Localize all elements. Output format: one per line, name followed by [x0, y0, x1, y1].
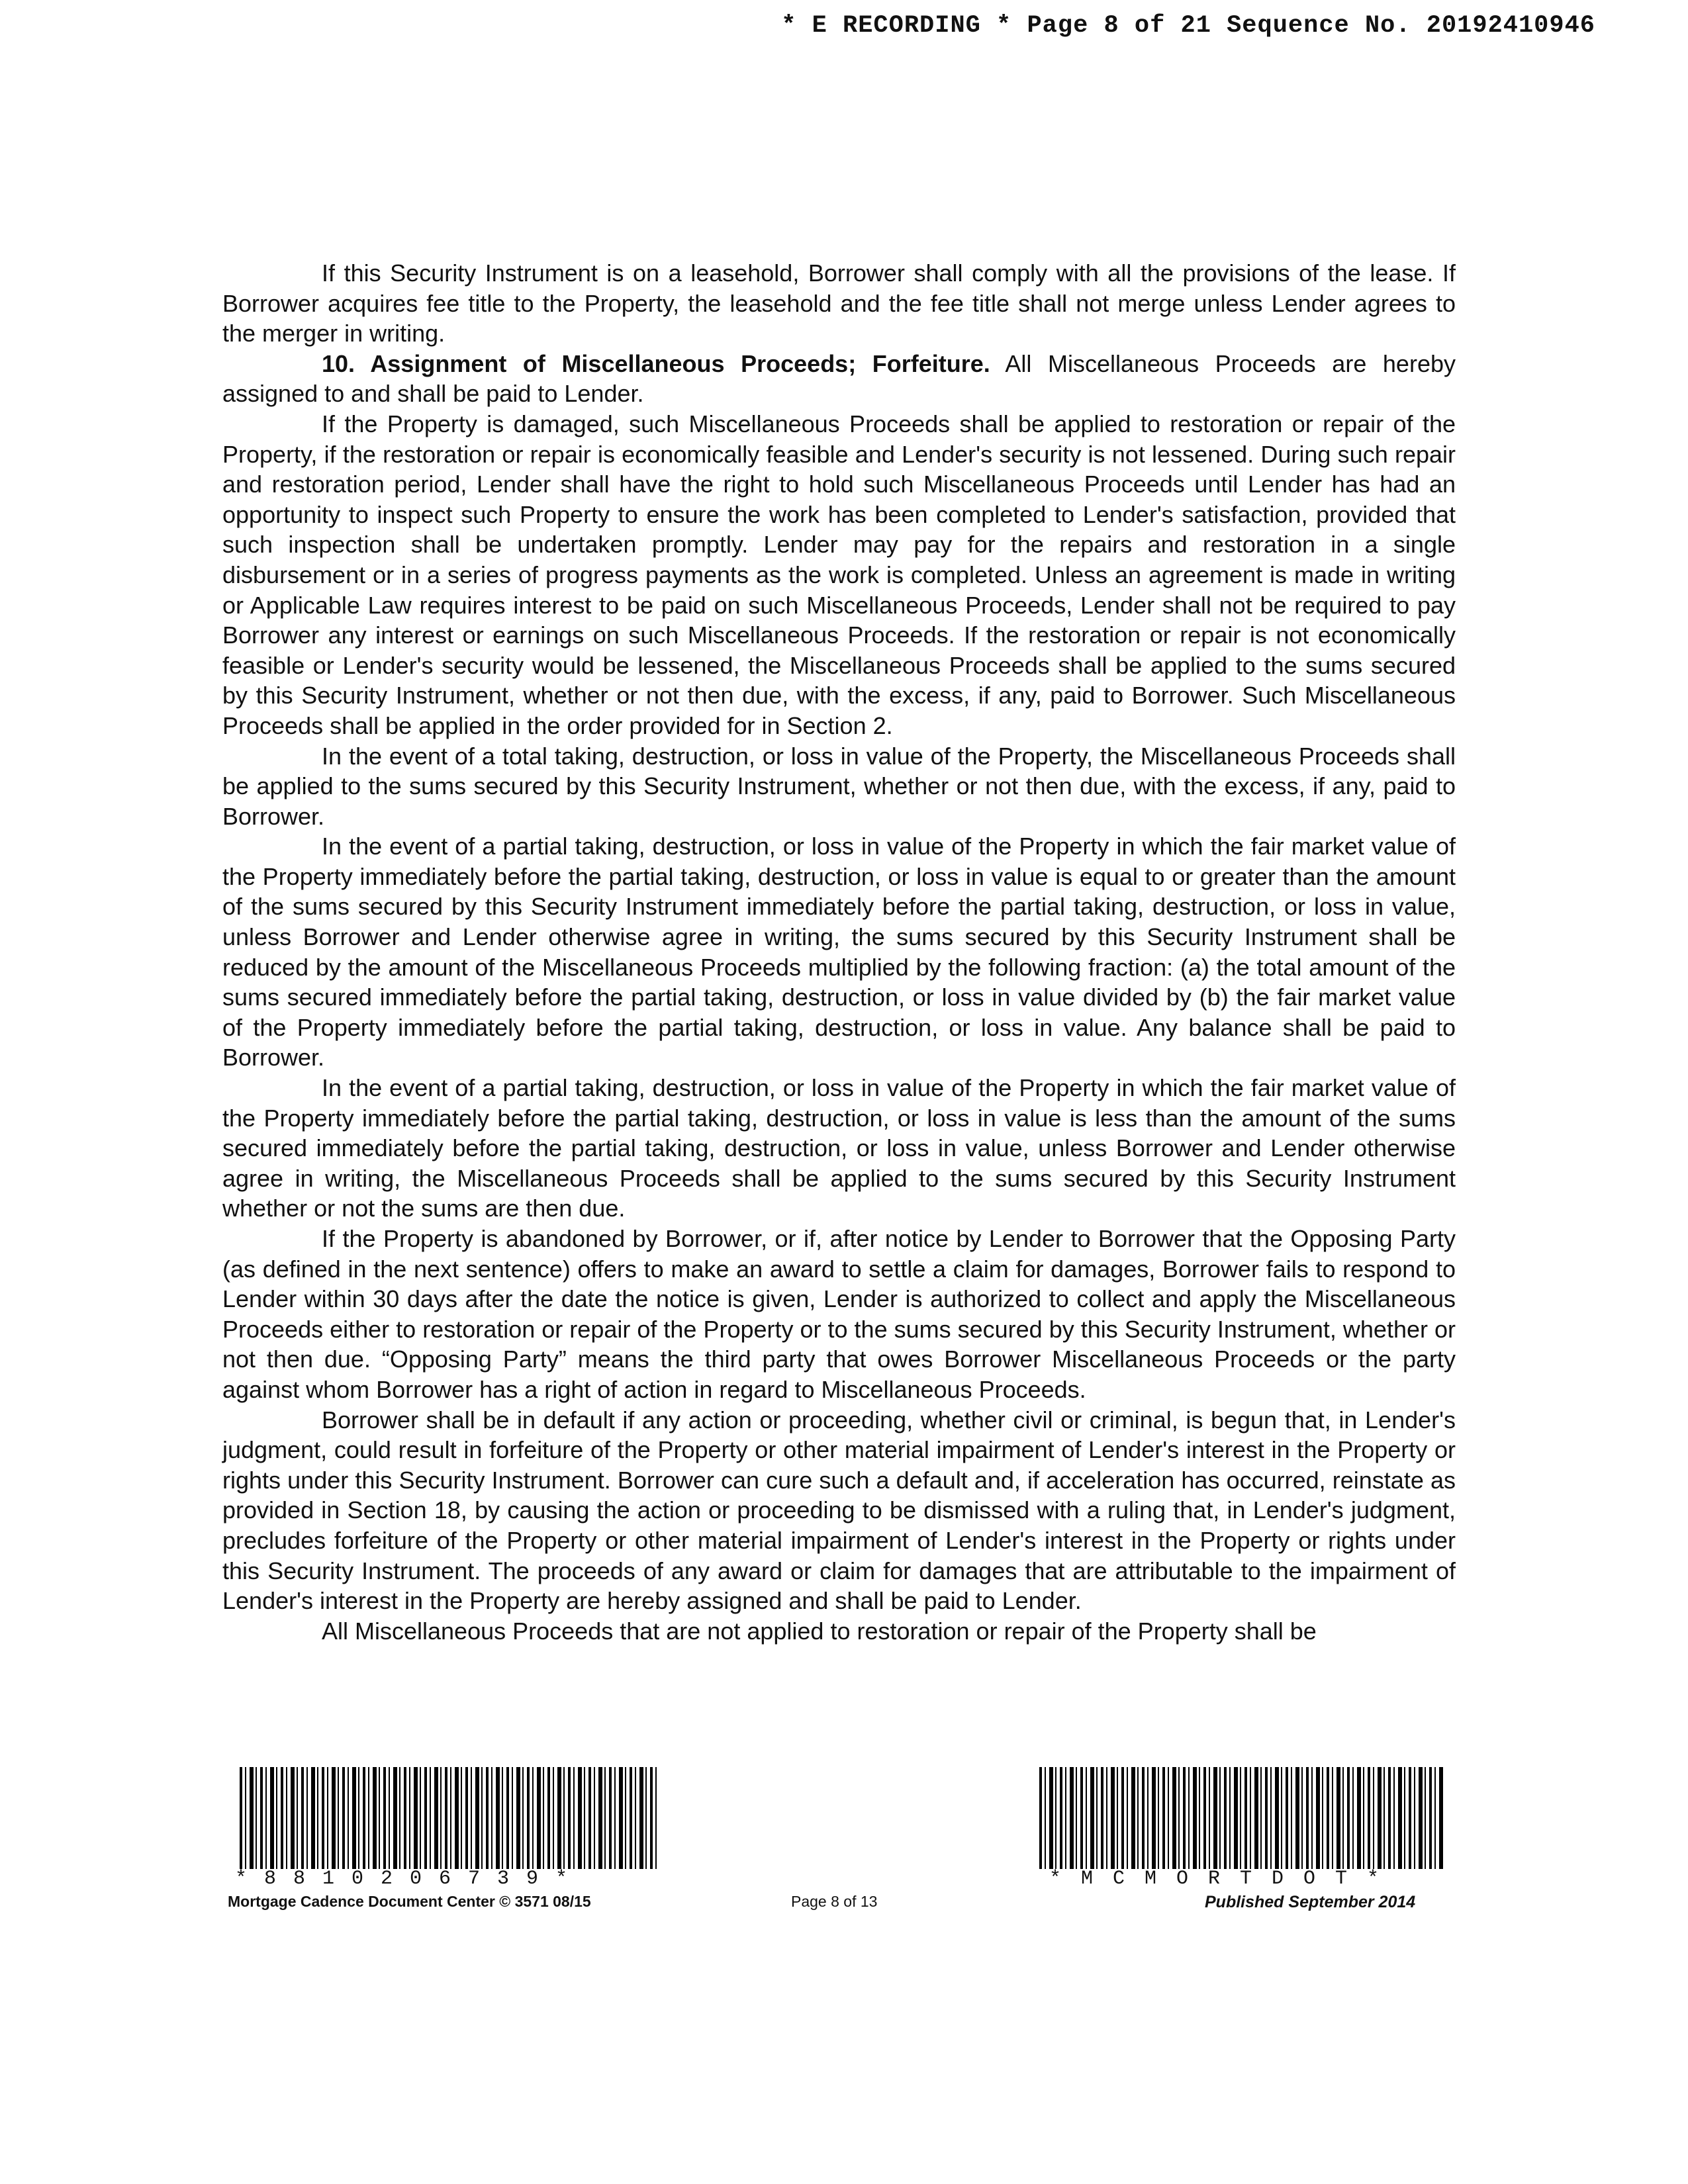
default-paragraph: Borrower shall be in default if any action or proceeding, whether civil or criminal, is begun that, in Lender's judgment, could result in forfeiture of the Property or other material impairment of Lender's interest in the Property or rights under this Security Instrument. Borrower can cure such a default and, if acceleration has occurred, reinstate as provided in Section 18, by causing the action or proceeding to be dismissed with a ruling that, in Lender's judgment, precludes forfeiture of the Property or other material impairment of Lender's interest in the Property or rights under this Security Instrument. The proceeds of any award or claim for damages that are attributable to the impairment of Lender's interest in the Property are hereby assigned and shall be paid to Lender. [222, 1406, 1456, 1615]
leasehold-paragraph: If this Security Instrument is on a leasehold, Borrower shall comply with all the provisions of the lease. If Borrower acquires fee title to the Property, the leasehold and the fee title shall not merge unless Lender agrees to the merger in writing. [222, 259, 1456, 347]
document-barcode-left [240, 1767, 660, 1869]
section-10-text: All Miscellaneous Proceeds are hereby assigned to and shall be paid to Lender. [222, 349, 1456, 408]
published-label: Published September 2014 [1205, 1893, 1416, 1911]
barcode-left-text: *8810206739* [235, 1868, 585, 1890]
recording-header: * E RECORDING * Page 8 of 21 Sequence No. 20192410946 [781, 12, 1595, 40]
document-body [222, 258, 1456, 1646]
page-footer [0, 1767, 1688, 1926]
section-10-paragraph [222, 349, 1456, 409]
total-taking-paragraph: In the event of a total taking, destruction, or loss in value of the Property, the Miscellaneous Proceeds shall be applied to the sums secured by this Security Instrument, whether or not then due, with the excess, if any, paid to Borrower. [222, 742, 1456, 830]
section-10-heading: 10. Assignment of Miscellaneous Proceeds; Forfeiture. [322, 349, 990, 377]
barcode-right-text: *MCMORTDOT* [1049, 1868, 1399, 1890]
page-number-label: Page 8 of 13 [791, 1893, 878, 1910]
document-barcode-right [1039, 1767, 1443, 1869]
partial-taking-less-paragraph: In the event of a partial taking, destruction, or loss in value of the Property in which the fair market value of the Property immediately before the partial taking, destruction, or loss in value is less than the amount of the sums secured immediately before the partial taking, destruction, or loss in value, unless Borrower and Lender otherwise agree in writing, the Miscellaneous Proceeds shall be applied to the sums secured by this Security Instrument whether or not the sums are then due. [222, 1074, 1456, 1222]
unapplied-proceeds-paragraph: All Miscellaneous Proceeds that are not applied to restoration or repair of the Property shall be [322, 1617, 1317, 1645]
partial-taking-greater-paragraph: In the event of a partial taking, destruction, or loss in value of the Property in which the fair market value of the Property immediately before the partial taking, destruction, or loss in value is equal to or greater than the amount of the sums secured by this Security Instrument immediately before the partial taking, destruction, or loss in value, unless Borrower and Lender otherwise agree in writing, the sums secured by this Security Instrument shall be reduced by the amount of the Miscellaneous Proceeds multiplied by the following fraction: (a) the total amount of the sums secured immediately before the partial taking, destruction, or loss in value divided by (b) the fair market value of the Property immediately before the partial taking, destruction, or loss in value. Any balance shall be paid to Borrower. [222, 833, 1456, 1071]
document-center-label: Mortgage Cadence Document Center © 3571 08/15 [228, 1893, 591, 1910]
abandonment-paragraph: If the Property is abandoned by Borrower, or if, after notice by Lender to Borrower that the Opposing Party (as defined in the next sentence) offers to make an award to settle a claim for damages, Borrower fails to respond to Lender within 30 days after the date the notice is given, Lender is authorized to collect and apply the Miscellaneous Proceeds either to restoration or repair of the Property or to the sums secured by this Security Instrument, whether or not then due. “Opposing Party” means the third party that owes Borrower Miscellaneous Proceeds or the party against whom Borrower has a right of action in regard to Miscellaneous Proceeds. [222, 1225, 1456, 1403]
damage-paragraph: If the Property is damaged, such Miscellaneous Proceeds shall be applied to restoration or repair of the Property, if the restoration or repair is economically feasible and Lender's security is not lessened. During such repair and restoration period, Lender shall have the right to hold such Miscellaneous Proceeds until Lender has had an opportunity to inspect such Property to ensure the work has been completed to Lender's satisfaction, provided that such inspection shall be undertaken promptly. Lender may pay for the repairs and restoration in a single disbursement or in a series of progress payments as the work is completed. Unless an agreement is made in writing or Applicable Law requires interest to be paid on such Miscellaneous Proceeds, Lender shall not be required to pay Borrower any interest or earnings on such Miscellaneous Proceeds. If the restoration or repair is not economically feasible or Lender's security would be lessened, the Miscellaneous Proceeds shall be applied to the sums secured by this Security Instrument, whether or not then due, with the excess, if any, paid to Borrower. Such Miscellaneous Proceeds shall be applied in the order provided for in Section 2. [222, 410, 1456, 739]
